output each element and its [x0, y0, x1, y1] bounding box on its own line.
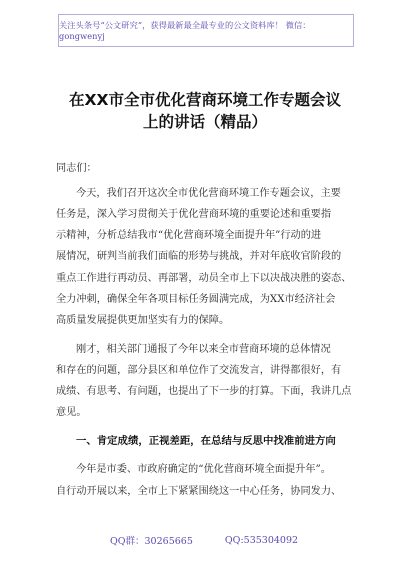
paragraph-1-line: 示精神，分析总结我市“优化营商环境全面提升年”行动的进 [56, 230, 322, 241]
document-title-line-1: 在XX市全市优化营商环境工作专题会议 [69, 91, 341, 109]
paragraph-1-line: 任务是，深入学习贯彻关于优化营商环境的重要论述和重要指 [56, 209, 332, 220]
paragraph-1-line: 重点工作进行再动员、再部署，动员全市上下以决战决胜的姿态、 [56, 273, 352, 284]
paragraph-1-line: 全力冲刺，确保全年各项目标任务圆满完成，为XX市经济社会 [56, 294, 336, 305]
paragraph-2-line: 意见。 [56, 407, 87, 418]
paragraph-3-line: 自行动开展以来，全市上下紧紧围绕这一中心任务，协同发力、 [56, 486, 342, 497]
footer-qq-group: QQ群：30265665 [109, 536, 193, 547]
paragraph-3-line: 今年是市委、市政府确定的“优化营商环境全面提升年”。 [76, 464, 331, 475]
paragraph-2-line: 和存在的问题，部分县区和单位作了交流发言，讲得都很好，有 [56, 365, 342, 376]
footer-contact [0, 530, 408, 550]
document-title-line-2: 上的讲话（精品） [142, 113, 267, 131]
paragraph-1-line: 高质量发展提供更加坚实有力的保障。 [56, 315, 230, 326]
header-notice-text: 关注头条号“公文研究”，获得最新最全最专业的公文资料库！ 微信：gongwenyj [59, 20, 311, 41]
header-notice-box [58, 14, 354, 47]
paragraph-1-line: 今天，我们召开这次全市优化营商环境工作专题会议，主要 [76, 188, 341, 199]
paragraph-2-line: 成绩、有思考、有问题，也提出了下一步的打算。下面，我讲几点 [56, 386, 352, 397]
paragraph-2-line: 刚才，相关部门通报了今年以来全市营商环境的总体情况 [76, 344, 331, 355]
salutation: 同志们： [56, 163, 97, 174]
paragraph-1-line: 展情况，研判当前我们面临的形势与挑战，并对年底收官阶段的 [56, 251, 342, 262]
footer-qq-number: QQ:535304092 [224, 534, 299, 546]
section-heading-1: 一、肯定成绩，正视差距，在总结与反思中找准前进方向 [76, 435, 336, 447]
